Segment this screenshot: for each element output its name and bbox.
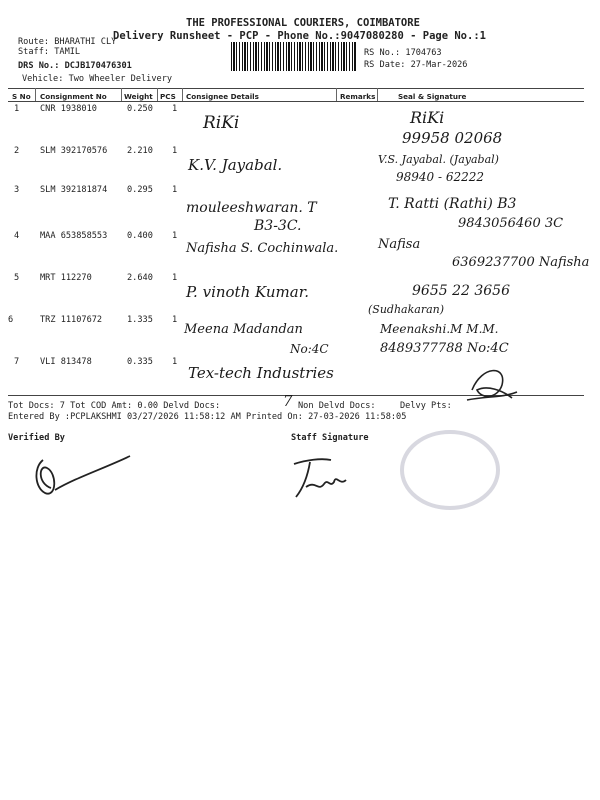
row-5-sno: 5 xyxy=(14,273,20,283)
row-3-seal-phone: 9843056460 3C xyxy=(458,216,564,231)
row-4-seal-name: Nafisa xyxy=(378,237,421,252)
table-top-border xyxy=(8,88,584,89)
row-2-sno: 2 xyxy=(14,146,20,156)
row-6-weight: 1.335 xyxy=(127,315,153,325)
col-sep xyxy=(336,88,337,101)
col-sep xyxy=(182,88,183,101)
col-header-pcs: PCS xyxy=(160,92,176,101)
row-7-cno: VLI 813478 xyxy=(40,357,92,367)
runsheet-title: Delivery Runsheet - PCP - Phone No.:9047080280 - Page No.:1 xyxy=(113,30,486,42)
row-6-consignee: Meena Madandan xyxy=(184,322,303,337)
col-header-seal: Seal & Signature xyxy=(398,92,467,101)
row-5-weight: 2.640 xyxy=(127,273,153,283)
row-4-weight: 0.400 xyxy=(127,231,153,241)
row-2-consignee: K.V. Jayabal. xyxy=(188,156,283,174)
row-3-consignee-2: B3-3C. xyxy=(254,218,302,234)
staff-label: Staff: TAMIL xyxy=(18,47,81,57)
totals-line: Tot Docs: 7 Tot COD Amt: 0.00 Delvd Docs: xyxy=(8,401,221,411)
col-header-remarks: Remarks xyxy=(340,92,376,101)
row-5-seal-phone: 9655 22 3656 xyxy=(412,283,510,299)
row-1-seal-phone: 99958 02068 xyxy=(402,129,503,147)
row-7-consignee: Tex-tech Industries xyxy=(188,364,334,382)
row-2-seal-name: V.S. Jayabal. (Jayabal) xyxy=(378,153,499,166)
row-7-pcs: 1 xyxy=(172,357,178,367)
entered-by-line: Entered By :PCPLAKSHMI 03/27/2026 11:58:12 AM Printed On: 27-03-2026 11:58:05 xyxy=(8,412,407,422)
col-sep xyxy=(35,88,36,101)
row-2-cno: SLM 392170576 xyxy=(40,146,108,156)
row-5-cno: MRT 112270 xyxy=(40,273,92,283)
stamp-icon xyxy=(395,425,505,515)
barcode xyxy=(231,42,357,71)
row-6-pcs: 1 xyxy=(172,315,178,325)
rs-number: RS No.: 1704763 xyxy=(364,48,442,58)
col-header-weight: Weight xyxy=(124,92,153,101)
row-3-sno: 3 xyxy=(14,185,20,195)
row-5-consignee: P. vinoth Kumar. xyxy=(186,283,310,301)
row-1-cno: CNR 1938010 xyxy=(40,104,97,114)
row-3-seal-name: T. Ratti (Rathi) B3 xyxy=(388,196,517,212)
row-2-weight: 2.210 xyxy=(127,146,153,156)
col-header-sno: S No xyxy=(12,92,31,101)
staff-signature-icon xyxy=(286,452,356,502)
rs-date: RS Date: 27-Mar-2026 xyxy=(364,60,468,70)
row-5-seal-name: (Sudhakaran) xyxy=(368,303,445,316)
row-3-pcs: 1 xyxy=(172,185,178,195)
row-4-seal-phone: 6369237700 Nafisha xyxy=(452,255,590,270)
col-header-consignee: Consignee Details xyxy=(186,92,259,101)
row-7-sno: 7 xyxy=(14,357,20,367)
row-6-seal-phone: 8489377788 No:4C xyxy=(380,341,509,356)
col-header-consignment: Consignment No xyxy=(40,92,107,101)
non-delivered-docs: Non Delvd Docs: xyxy=(298,401,376,411)
row-1-pcs: 1 xyxy=(172,104,178,114)
row-5-pcs: 1 xyxy=(172,273,178,283)
drs-number: DRS No.: DCJB170476301 xyxy=(18,61,132,71)
row-3-consignee: mouleeshwaran. T xyxy=(186,200,317,216)
row-1-consignee: RiKi xyxy=(203,113,240,133)
row-2-seal-phone: 98940 - 62222 xyxy=(396,170,485,184)
company-name: THE PROFESSIONAL COURIERS, COIMBATORE xyxy=(186,17,420,29)
delivery-points: Delvy Pts: xyxy=(400,401,452,411)
row-6-consignee-2: No:4C xyxy=(290,342,329,356)
row-3-cno: SLM 392181874 xyxy=(40,185,108,195)
row-6-cno: TRZ 11107672 xyxy=(40,315,103,325)
verified-signature-icon xyxy=(25,448,135,503)
table-header-border xyxy=(8,101,584,102)
col-sep xyxy=(157,88,158,101)
verified-by-label: Verified By xyxy=(8,433,65,443)
row-6-seal-name: Meenakshi.M M.M. xyxy=(380,322,499,336)
row-4-cno: MAA 653858553 xyxy=(40,231,108,241)
row-7-signature-icon xyxy=(462,360,522,405)
delivered-docs-value: 7 xyxy=(283,392,293,410)
vehicle-label: Vehicle: Two Wheeler Delivery xyxy=(22,74,173,84)
row-1-weight: 0.250 xyxy=(127,104,153,114)
row-4-pcs: 1 xyxy=(172,231,178,241)
row-2-pcs: 1 xyxy=(172,146,178,156)
row-3-weight: 0.295 xyxy=(127,185,153,195)
row-4-sno: 4 xyxy=(14,231,20,241)
col-sep xyxy=(121,88,122,101)
staff-signature-label: Staff Signature xyxy=(291,433,369,443)
row-6-sno: 6 xyxy=(8,315,14,325)
row-1-seal-name: RiKi xyxy=(410,108,445,127)
row-4-consignee: Nafisha S. Cochinwala. xyxy=(186,241,339,256)
row-7-weight: 0.335 xyxy=(127,357,153,367)
col-sep xyxy=(377,88,378,101)
row-1-sno: 1 xyxy=(14,104,20,114)
route-label: Route: BHARATHI CLY xyxy=(18,37,117,47)
